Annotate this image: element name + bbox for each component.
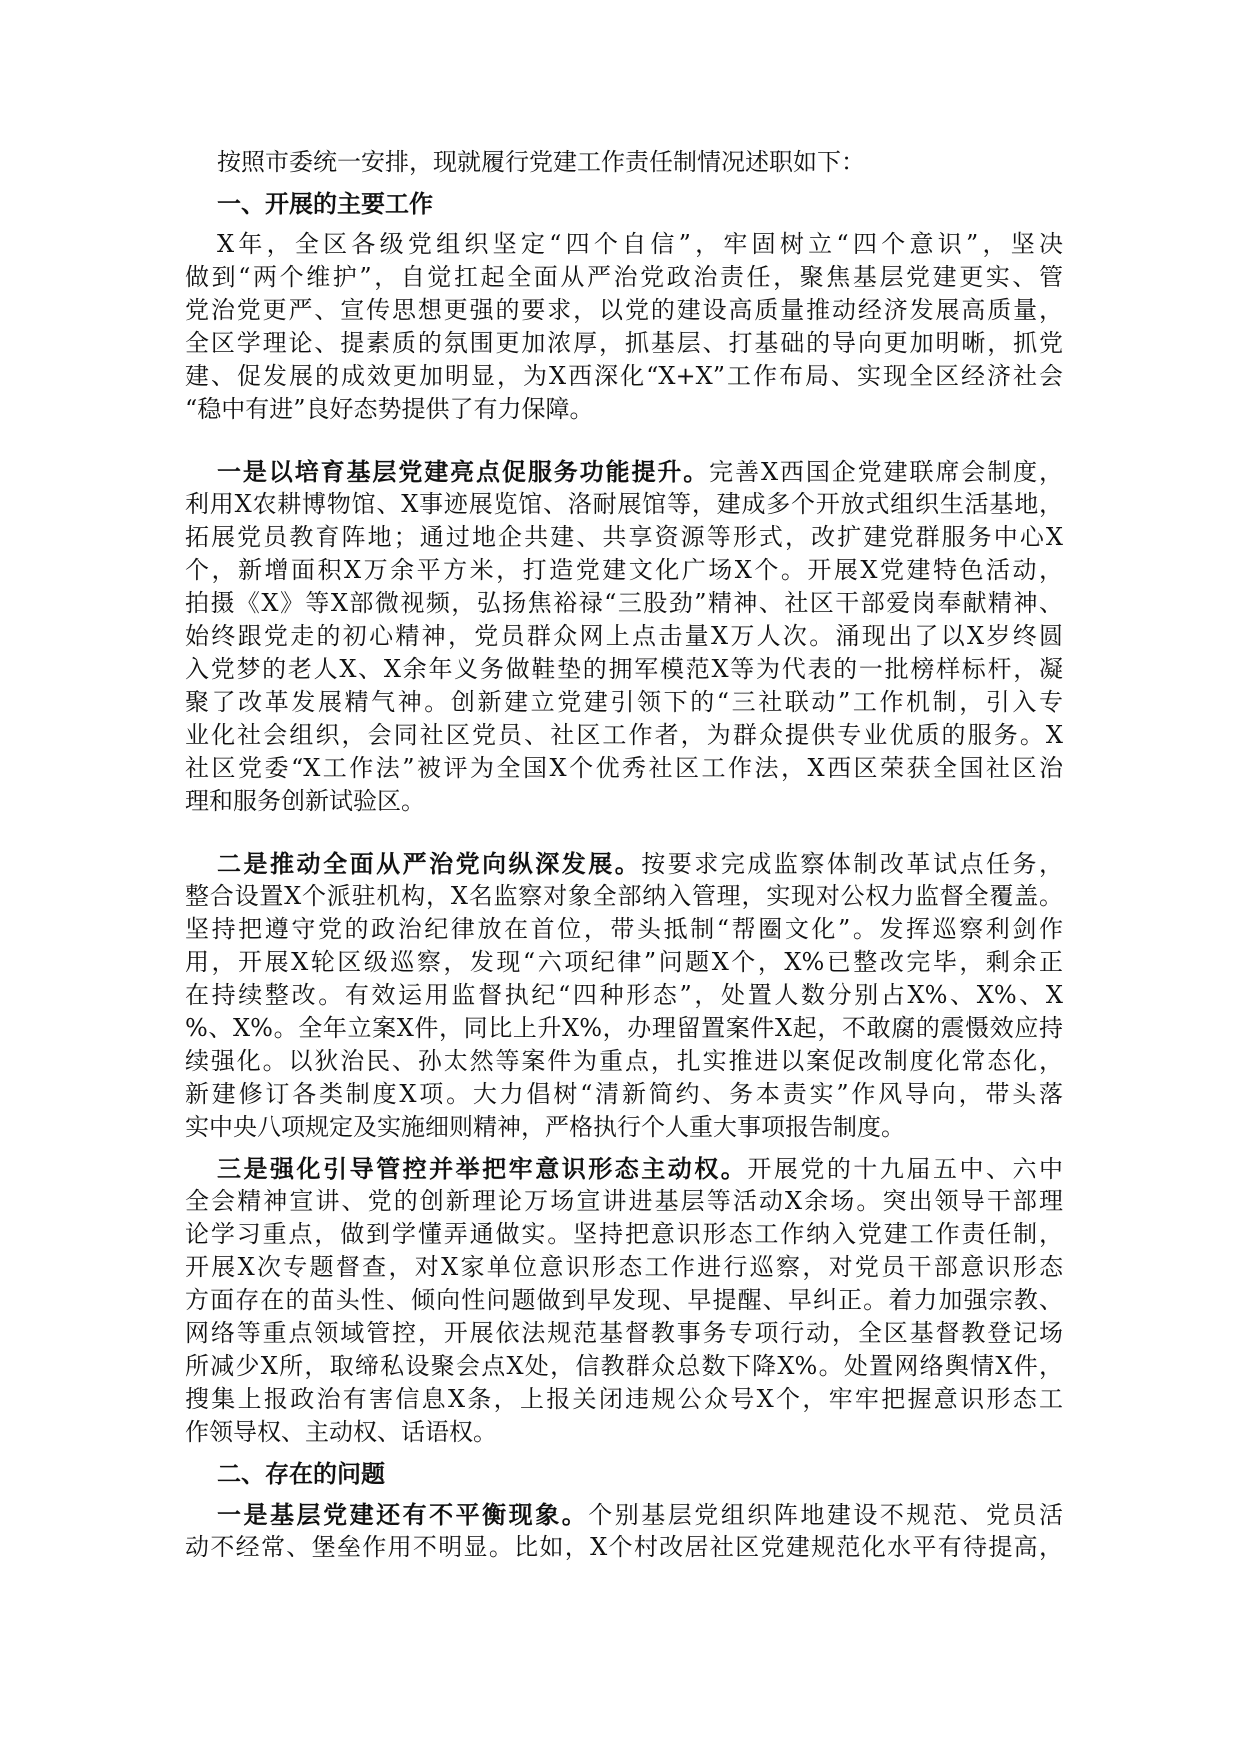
text-line: “稳中有进”良好态势提供了有力保障。 — [185, 395, 594, 423]
item-lead: 三是强化引导管控并举把牢意识形态主动权。 — [217, 1154, 748, 1183]
text-line: 实中央八项规定及实施细则精神，严格执行个人重大事项报告制度。 — [185, 1113, 905, 1141]
text-line: 在持续整改。有效运用监督执纪“四种形态”，处置人数分别占X%、X%、X — [185, 981, 1063, 1009]
text-run: 按要求完成监察体制改革试点任务， — [641, 850, 1064, 878]
text-line: 全会精神宣讲、党的创新理论万场宣讲进基层等活动X余场。突出领导干部理 — [185, 1187, 1063, 1215]
text-line: 做到“两个维护”，自觉扛起全面从严治党政治责任，聚焦基层党建更实、管 — [185, 263, 1063, 291]
intro-paragraph — [185, 146, 1063, 179]
text-line: 作领导权、主动权、话语权。 — [185, 1418, 497, 1446]
text-line: 个，新增面积X万余平方米，打造党建文化广场X个。开展X党建特色活动， — [185, 556, 1063, 584]
text-line: 用，开展X轮区级巡察，发现“六项纪律”问题X个，X%已整改完毕，剩余正 — [185, 948, 1063, 976]
text-line: 全区学理论、提素质的氛围更加浓厚，抓基层、打基础的导向更加明晰，抓党 — [185, 329, 1063, 357]
text-line: 业化社会组织，会同社区党员、社区工作者，为群众提供专业优质的服务。X — [185, 721, 1063, 749]
item-lead: 一是基层党建还有不平衡现象。 — [217, 1500, 589, 1529]
heading-text: 二、存在的问题 — [217, 1459, 385, 1488]
text-line: 入党梦的老人X、X余年义务做鞋垫的拥军模范X等为代表的一批榜样标杆，凝 — [185, 655, 1063, 683]
text-line: 续强化。以狄治民、孙太然等案件为重点，扎实推进以案促改制度化常态化， — [185, 1047, 1063, 1075]
text-line: 党治党更严、宣传思想更强的要求，以党的建设高质量推动经济发展高质量， — [185, 296, 1063, 324]
text-line: 搜集上报政治有害信息X条，上报关闭违规公众号X个，牢牢把握意识形态工 — [185, 1385, 1063, 1413]
text-line: 理和服务创新试验区。 — [185, 787, 425, 815]
text-line: 整合设置X个派驻机构，X名监察对象全部纳入管理，实现对公权力监督全覆盖。 — [185, 882, 1063, 910]
text-line: 论学习重点，做到学懂弄通做实。坚持把意识形态工作纳入党建工作责任制， — [185, 1220, 1063, 1248]
text-run: 完善X西国企党建联席会制度， — [709, 458, 1063, 486]
text-line: 聚了改革发展精气神。创新建立党建引领下的“三社联动”工作机制，引入专 — [185, 688, 1063, 716]
text-line: 方面存在的苗头性、倾向性问题做到早发现、早提醒、早纠正。着力加强宗教、 — [185, 1286, 1063, 1314]
text-line: 所减少X所，取缔私设聚会点X处，信教群众总数下降X%。处置网络舆情X件， — [185, 1352, 1063, 1380]
text-line: 开展X次专题督查，对X家单位意识形态工作进行巡察，对党员干部意识形态 — [185, 1253, 1063, 1281]
intro-text: 按照市委统一安排，现就履行党建工作责任制情况述职如下： — [217, 148, 865, 176]
item-lead: 二是推动全面从严治党向纵深发展。 — [217, 849, 642, 878]
problem1-paragraph — [185, 1498, 1063, 1564]
item2-paragraph — [185, 847, 1063, 1144]
text-run: 开展党的十九届五中、六中 — [747, 1155, 1064, 1183]
overview-paragraph — [185, 228, 1063, 426]
text-line: 利用X农耕博物馆、X事迹展览馆、洛耐展馆等，建成多个开放式组织生活基地， — [185, 490, 1063, 518]
item-lead: 一是以培育基层党建亮点促服务功能提升。 — [217, 457, 710, 486]
text-line: 新建修订各类制度X项。大力倡树“清新简约、务本责实”作风导向，带头落 — [185, 1080, 1063, 1108]
item1-paragraph — [185, 455, 1063, 818]
text-line — [185, 847, 1063, 880]
text-run: 个别基层党组织阵地建设不规范、党员活 — [588, 1501, 1064, 1529]
text-line: 始终跟党走的初心精神，党员群众网上点击量X万人次。涌现出了以X岁终圆 — [185, 622, 1063, 650]
text-line: 拓展党员教育阵地；通过地企共建、共享资源等形式，改扩建党群服务中心X — [185, 523, 1063, 551]
text-line: 网络等重点领域管控，开展依法规范基督教事务专项行动，全区基督教登记场 — [185, 1319, 1063, 1347]
text-line — [185, 455, 1063, 488]
item3-paragraph — [185, 1152, 1063, 1449]
section-heading-problems — [185, 1457, 1063, 1490]
heading-text: 一、开展的主要工作 — [217, 189, 433, 218]
text-line — [185, 1498, 1063, 1531]
text-line: %、X%。全年立案X件，同比上升X%，办理留置案件X起，不敢腐的震慑效应持 — [185, 1014, 1063, 1042]
text-line: X年，全区各级党组织坚定“四个自信”，牢固树立“四个意识”，坚决 — [217, 230, 1063, 258]
section-heading-main-work — [185, 187, 1063, 220]
text-line — [185, 1152, 1063, 1185]
text-line: 坚持把遵守党的政治纪律放在首位，带头抵制“帮圈文化”。发挥巡察利剑作 — [185, 915, 1063, 943]
text-line: 社区党委“X工作法”被评为全国X个优秀社区工作法，X西区荣获全国社区治 — [185, 754, 1063, 782]
text-line: 拍摄《X》等X部微视频，弘扬焦裕禄“三股劲”精神、社区干部爱岗奉献精神、 — [185, 589, 1063, 617]
text-line: 动不经常、堡垒作用不明显。比如，X个村改居社区党建规范化水平有待提高， — [185, 1533, 1063, 1561]
text-line: 建、促发展的成效更加明显，为X西深化“X+X”工作布局、实现全区经济社会 — [185, 362, 1063, 390]
document-page — [185, 146, 1063, 1564]
